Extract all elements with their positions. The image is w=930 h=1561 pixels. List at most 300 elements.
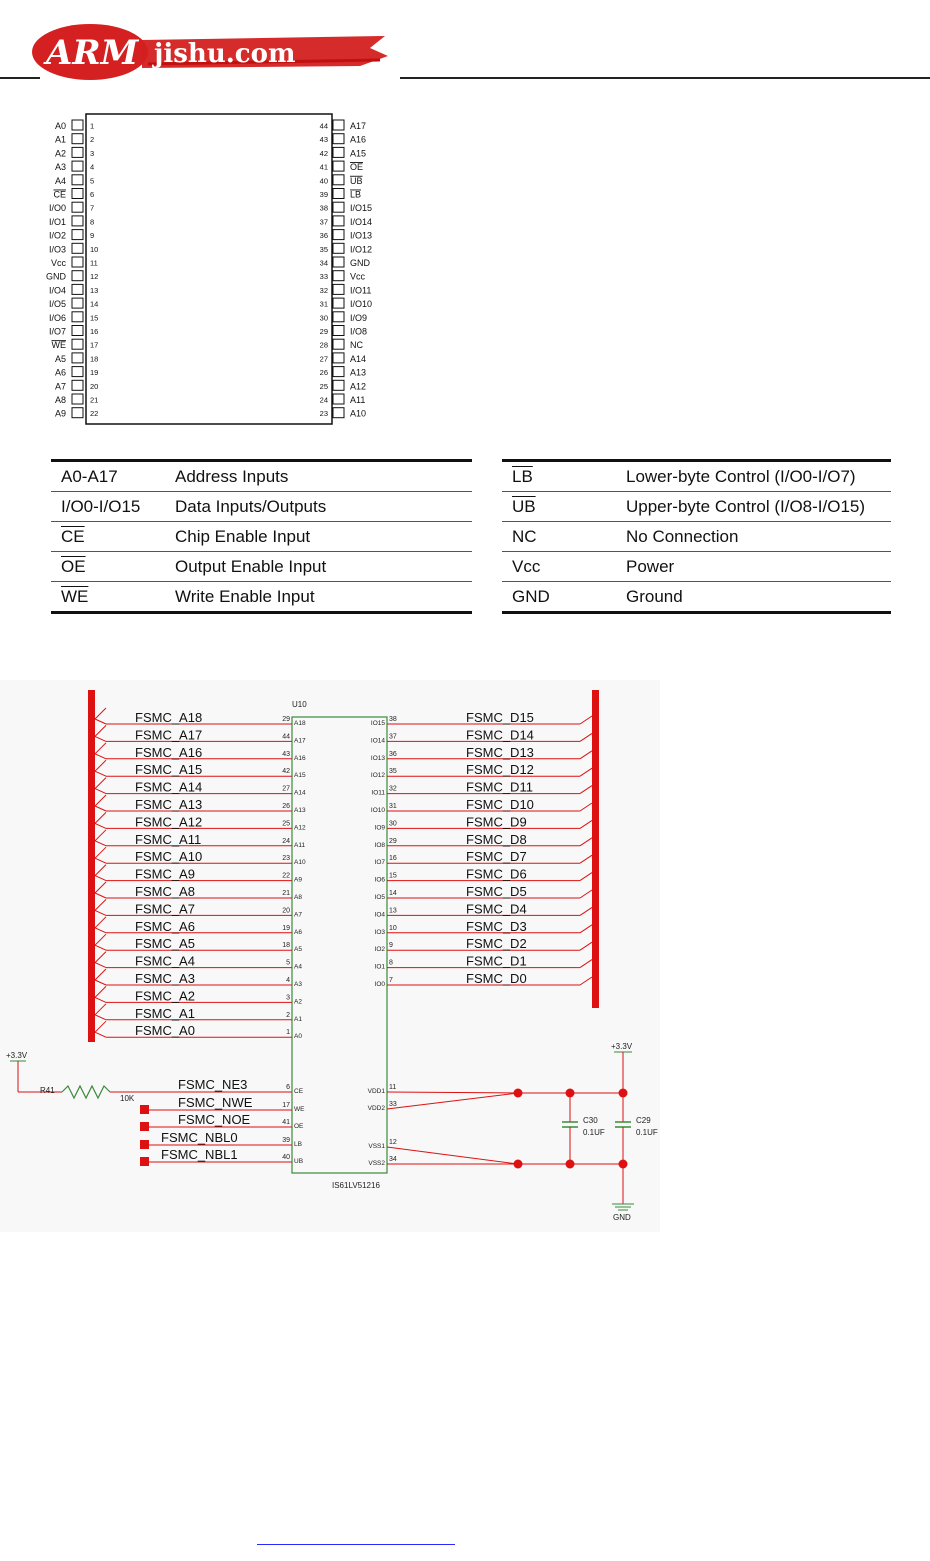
pin-pad [333,257,344,267]
pin-name: IO3 [374,928,385,936]
pin-name: IO4 [374,911,385,919]
pin-number: 21 [90,395,99,405]
net-label: FSMC_D5 [466,884,527,899]
pin-pad [72,202,83,212]
pin-name: VSS2 [368,1160,385,1167]
legend-symbol: $\overline{CE}$ [51,522,165,552]
left-pin [49,202,94,213]
net-label: FSMC_D11 [466,779,533,795]
pin-number: 35 [389,768,397,776]
pin-label: A10 [350,408,367,419]
net-label: FSMC_A15 [135,762,203,778]
pin-label: OE [350,162,364,173]
left-pin [49,312,98,323]
pin-name: A1 [294,1015,302,1023]
pin-number: 38 [389,716,397,723]
pin-number: 1 [286,1029,290,1037]
pin-name: IO11 [371,789,385,797]
pin-name: A16 [294,754,306,762]
net-label: FSMC_D9 [466,814,527,830]
pin-pad [333,271,344,281]
pin-name: IO0 [374,981,385,988]
pin-number: 22 [282,872,290,880]
pin-number: 29 [389,837,397,845]
pin-number: 16 [389,855,397,863]
right-pin [320,147,366,158]
pin-name: A8 [294,894,302,901]
left-pin [55,134,94,145]
pin-number: 41 [319,162,328,172]
header-rule-left [0,77,40,79]
header-rule [400,77,930,79]
pin-number: 19 [282,924,290,932]
pin-number: 23 [319,409,328,419]
right-pin [320,189,361,200]
pin-number: 26 [319,368,328,378]
legend-row [51,552,472,582]
pin-number: 5 [286,959,290,967]
pin-number: 22 [90,409,99,419]
pin-pad [72,353,83,363]
svg-text:0.1UF: 0.1UF [583,1128,605,1137]
pin-label: I/O4 [48,285,66,296]
pin-number: 16 [90,327,99,336]
pin-pad [72,284,83,294]
right-pin [320,284,372,295]
pin-pad [72,120,83,130]
legend-description: Write Enable Input [165,582,472,613]
pin-name: IO15 [370,720,385,727]
pin-pad [72,189,83,199]
pin-pad [333,312,344,322]
legend-row [51,492,472,522]
pin-pad [72,134,83,144]
left-pin [55,175,94,186]
pin-number: 5 [90,176,95,186]
ic-ref: U10 [292,700,307,709]
pin-label: I/O14 [350,216,373,227]
net-label: FSMC_A4 [135,953,195,969]
pin-label: LB [350,189,362,200]
left-pin [51,257,98,268]
net-label: FSMC_A18 [135,710,203,725]
pin-name: IO8 [374,841,385,849]
pin-number: 3 [286,994,290,1002]
net-label: FSMC_D7 [466,849,527,865]
pin-name: A11 [294,841,306,849]
legend-symbol: A0-A17 [51,461,165,492]
pin-pad [72,271,83,281]
net-label: FSMC_NWE [178,1095,253,1110]
legend-description: Upper-byte Control (I/O8-I/O15) [616,492,891,522]
legend-row [502,461,891,492]
pin-number: 27 [319,354,328,364]
pin-pad [72,175,83,185]
pin-pad [333,147,344,157]
pin-name: A15 [294,772,306,780]
pin-number: 42 [319,148,328,158]
pin-name: LB [294,1141,302,1148]
right-pin [320,408,366,419]
pin-label: GND [350,258,370,268]
pin-label: A15 [350,148,367,159]
pin-number: 14 [90,299,99,309]
right-pin [320,271,366,282]
left-pin [55,161,94,172]
pin-number: 39 [282,1137,290,1144]
pin-number: 44 [282,733,290,741]
pin-label: A7 [54,381,66,392]
ic-part: IS61LV51216 [332,1181,380,1190]
pin-name: A13 [294,807,306,814]
pin-pad [333,161,344,171]
left-pin [55,380,98,391]
legend-description: Power [616,552,891,582]
pin-number: 29 [319,327,328,336]
right-pin [320,312,367,323]
pin-number: 36 [319,231,328,241]
pin-pad [333,175,344,185]
right-pin [320,161,363,172]
pin-name: IO13 [370,754,385,762]
pin-number: 21 [282,890,290,897]
pin-pad [333,216,344,226]
pin-label: I/O5 [48,299,66,310]
pin-label: I/O9 [350,312,368,323]
pin-number: 31 [389,803,397,810]
pin-label: A13 [350,367,367,378]
pin-number: 4 [286,977,290,984]
pin-pad [72,380,83,390]
legend-symbol: $\overline{OE}$ [51,552,165,582]
pin-number: 19 [90,368,99,378]
pin-label: I/O2 [48,230,66,241]
pin-pad [333,134,344,144]
pin-number: 43 [319,135,328,145]
left-pin [55,394,98,405]
pin-number: 11 [90,258,98,268]
pin-label: A4 [54,175,66,186]
svg-text:C30: C30 [583,1116,598,1125]
pin-pad [333,408,344,418]
pin-label: A1 [54,134,66,145]
pin-number: 36 [389,750,397,758]
net-label: FSMC_D2 [466,936,527,952]
pin-name: A7 [294,911,302,919]
pin-label: A8 [54,395,66,405]
pin-number: 2 [286,1011,290,1019]
pin-pad [333,380,344,390]
net-label: FSMC_D8 [466,831,527,847]
pin-name: A18 [294,720,306,727]
legend-description: Data Inputs/Outputs [165,492,472,522]
pin-number: 10 [90,244,99,254]
net-port [140,1140,149,1149]
pin-label: A12 [350,381,367,392]
armjishu-logo [30,22,390,84]
pin-label: A17 [350,121,367,131]
pin-pad [333,243,344,253]
pin-label: I/O6 [48,312,66,323]
svg-text:ARM: ARM [46,33,139,73]
pin-label: I/O0 [48,203,66,214]
pin-number: 39 [319,190,328,199]
pin-number: 12 [90,272,99,282]
package-body [86,114,332,424]
right-pin [320,120,366,131]
right-pin [320,394,366,405]
pin-pad [333,339,344,349]
legend-row [51,522,472,552]
net-label: FSMC_A13 [135,797,203,812]
left-pin [53,189,94,200]
left-pin [55,147,94,158]
pinout-diagram [0,100,470,440]
pin-pad [72,243,83,253]
legend-symbol: GND [502,582,616,613]
pin-pad [333,394,344,404]
net-label: FSMC_D0 [466,971,527,986]
pin-name: A4 [294,963,302,971]
pin-name: IO12 [370,772,385,780]
right-pin [320,257,371,268]
pin-name: A3 [294,981,302,988]
left-pin [49,298,98,309]
pin-name: IO1 [374,963,385,971]
right-pin [320,326,367,337]
pin-number: 2 [90,135,95,145]
pin-number: 40 [319,176,328,186]
pin-label: A9 [54,408,66,419]
net-label: FSMC_A2 [135,988,195,1004]
legend-description: Lower-byte Control (I/O0-I/O7) [616,461,891,492]
left-pin [46,271,98,282]
net-label: FSMC_A5 [135,936,195,952]
pin-label: I/O13 [350,230,373,241]
net-port [140,1122,149,1131]
pin-number: 41 [282,1119,290,1126]
svg-text:GND: GND [613,1213,631,1222]
svg-text:0.1UF: 0.1UF [636,1128,658,1137]
legend-row [502,582,891,613]
net-label: FSMC_D4 [466,901,527,917]
pin-number: 14 [389,890,397,897]
net-label: FSMC_A10 [135,849,203,865]
pin-label: I/O10 [350,299,373,310]
pin-number: 40 [282,1154,290,1161]
left-pin [49,243,98,254]
pin-name: A2 [294,998,302,1006]
pin-number: 30 [319,313,328,323]
net-label: FSMC_A11 [135,831,202,847]
pin-legend-left [51,459,472,614]
pin-label: A16 [350,134,367,145]
net-label: FSMC_A16 [135,744,203,760]
pin-pad [333,353,344,363]
net-port [140,1105,149,1114]
pin-name: VDD2 [367,1105,385,1112]
legend-symbol: $\overline{LB}$ [502,461,616,492]
pin-label: I/O15 [350,203,373,214]
pin-number: 1 [90,121,95,131]
pin-pad [72,408,83,418]
net-label: FSMC_A6 [135,918,195,934]
left-pin [52,339,99,350]
left-pin [55,367,98,378]
pin-name: A17 [294,737,306,745]
pin-name: OE [294,1123,304,1130]
pin-label: I/O12 [350,244,373,255]
pin-name: IO6 [374,876,385,884]
pin-number: 33 [319,272,328,282]
pin-number: 18 [282,942,290,950]
pin-pad [333,189,344,199]
left-pin [49,230,94,241]
pin-number: 18 [90,354,99,364]
pin-number: 20 [90,381,99,391]
pin-number: 13 [389,907,397,915]
pin-pad [333,284,344,294]
legend-symbol: NC [502,522,616,552]
right-bus-bar [592,690,599,1008]
pin-pad [72,326,83,336]
net-label: FSMC_A17 [135,727,203,743]
pin-number: 28 [319,340,328,350]
pin-pad [333,202,344,212]
legend-description: Ground [616,582,891,613]
net-label: FSMC_D10 [466,797,534,812]
pin-number: 25 [319,381,328,391]
pin-number: 29 [282,716,290,723]
legend-description: Address Inputs [165,461,472,492]
pin-number: 37 [319,217,328,227]
pin-number: 17 [282,1102,290,1109]
pin-name: A10 [294,859,306,867]
left-pin [49,284,98,295]
net-label: FSMC_A12 [135,814,203,830]
pin-number: 13 [90,285,99,295]
right-pin [320,353,366,364]
legend-description: Chip Enable Input [165,522,472,552]
pin-number: 35 [319,244,328,254]
net-label: FSMC_NOE [178,1112,251,1127]
pin-number: 10 [389,924,397,932]
pin-pad [333,326,344,336]
pin-number: 9 [389,942,393,950]
pin-number: 30 [389,820,397,828]
pin-number: 7 [90,203,95,213]
pin-number: 34 [389,1156,397,1163]
footer-link-underline[interactable] [257,1544,455,1545]
net-label: FSMC_D1 [466,953,527,969]
right-pin [320,367,366,378]
pin-number: 44 [319,121,328,131]
net-label: FSMC_A9 [135,866,195,882]
pin-name: IO14 [370,737,385,745]
pin-label: A3 [54,162,66,173]
pin-number: 11 [389,1084,397,1091]
right-pin [320,216,372,227]
pin-number: 26 [282,803,290,810]
pin-number: 12 [389,1139,397,1146]
net-label: FSMC_NE3 [178,1077,248,1092]
left-pin [49,326,98,337]
pin-pad [72,312,83,322]
pin-number: 24 [319,395,328,405]
net-label: FSMC_NBL1 [161,1147,238,1162]
right-pin [320,134,366,145]
pin-label: A14 [350,353,367,364]
legend-row [502,522,891,552]
pin-number: 38 [319,203,328,213]
pin-label: Vcc [50,258,66,268]
net-label: FSMC_D15 [466,710,534,725]
pin-number: 6 [90,190,95,199]
pin-pad [72,147,83,157]
pin-label: UB [350,175,363,186]
net-label: FSMC_D12 [466,762,534,778]
right-pin [320,230,372,241]
right-pin [320,202,372,213]
pin-label: A2 [54,148,66,159]
net-port [140,1157,149,1166]
legend-row [502,492,891,522]
pin-pad [333,120,344,130]
pin-name: IO2 [374,946,385,954]
net-label: FSMC_A3 [135,971,195,986]
net-label: FSMC_A7 [135,901,195,917]
pin-number: 27 [282,785,290,793]
pin-pad [333,367,344,377]
pin-number: 17 [90,340,99,350]
right-pin [320,175,363,186]
sram-schematic [0,680,660,1232]
net-label: FSMC_D13 [466,744,534,760]
net-label: FSMC_D3 [466,918,527,934]
pin-number: 33 [389,1101,397,1108]
net-label: FSMC_A8 [135,884,195,899]
legend-description: No Connection [616,522,891,552]
pin-number: 24 [282,837,290,845]
pin-name: UB [294,1158,304,1165]
pin-pad [72,257,83,267]
right-pin [320,243,372,254]
pin-label: WE [51,340,66,351]
right-pin [320,339,364,350]
left-bus-bar [88,690,95,1042]
right-pin-group [320,120,372,419]
pin-label: I/O7 [48,326,66,337]
pin-label: A5 [54,353,66,364]
pin-name: VSS1 [368,1143,385,1150]
left-pin [55,120,94,131]
pin-label: GND [46,271,66,282]
pin-pad [72,394,83,404]
pin-name: IO9 [374,824,385,832]
pin-name: IO10 [370,807,385,814]
pin-name: A12 [294,824,306,832]
pin-pad [72,298,83,308]
pin-number: 31 [319,299,328,309]
pin-number: 43 [282,750,290,758]
pin-number: 20 [282,907,290,915]
left-pin [49,216,94,227]
pin-number: 15 [389,872,397,880]
svg-text:C29: C29 [636,1116,651,1125]
pin-number: 6 [286,1084,290,1091]
pin-number: 3 [90,148,95,158]
legend-row [51,461,472,492]
